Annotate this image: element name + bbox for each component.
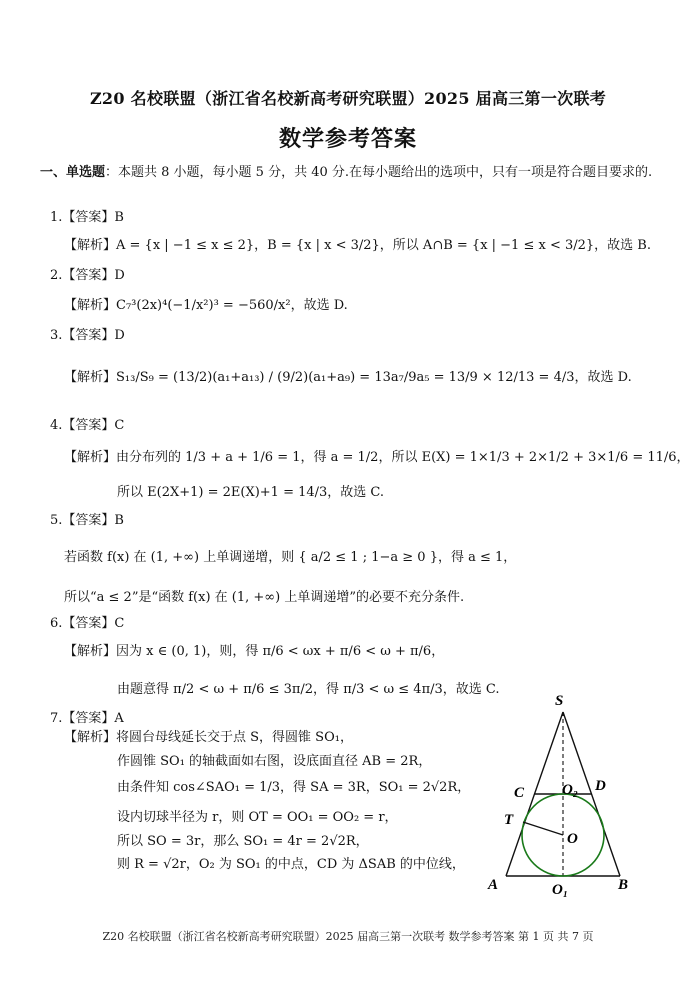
label-D: D bbox=[595, 778, 606, 794]
q1-exp-prefix: 【解析】 bbox=[64, 238, 117, 253]
label-A: A bbox=[488, 877, 499, 893]
q7-line6: 则 R = √2r，O₂ 为 SO₁ 的中点，CD 为 ΔSAB 的中位线， bbox=[117, 857, 465, 872]
q1-explanation bbox=[64, 234, 651, 253]
q7-line1: 将圆台母线延长交于点 S，得圆锥 SO₁， bbox=[116, 730, 353, 745]
q6-explanation bbox=[64, 640, 444, 659]
q1-exp-text: A = {x | −1 ≤ x ≤ 2}，B = {x | x < 3/2}，所以 A∩B = {x | −1 ≤ x < 3/2}，故选 B. bbox=[116, 238, 651, 253]
q4-explanation-line2: 所以 E(2X+1) = 2E(X)+1 = 14/3，故选 C. bbox=[117, 485, 385, 500]
q6-exp-prefix: 【解析】 bbox=[64, 644, 117, 659]
q7-line3: 由条件知 cos∠SAO₁ = 1/3，得 SA = 3R，SO₁ = 2√2R， bbox=[117, 780, 471, 795]
q6-exp-text: 因为 x ∈ (0, 1)，则，得 π/6 < ωx + π/6 < ω + π/6， bbox=[116, 644, 445, 659]
q3-explanation bbox=[64, 366, 632, 385]
cone-cross-section-figure bbox=[478, 690, 648, 900]
q7-answer: 7.【答案】A bbox=[50, 711, 124, 726]
section-heading bbox=[40, 162, 660, 183]
label-O2: O₂ bbox=[562, 782, 579, 798]
page-footer: Z20 名校联盟（浙江省名校新高考研究联盟）2025 届高三第一次联考 数学参考答案 第 1 页 共 7 页 bbox=[102, 930, 594, 943]
q5-line1: 若函数 f(x) 在 (1, +∞) 上单调递增，则 { a/2 ≤ 1 ; 1−a ≥ 0 }，得 a ≤ 1， bbox=[64, 550, 517, 565]
q7-line5: 所以 SO = 3r，那么 SO₁ = 4r = 2√2R， bbox=[117, 834, 369, 849]
q4-exp-text: 由分布列的 1/3 + a + 1/6 = 1，得 a = 1/2，所以 E(X) = 1×1/3 + 2×1/2 + 3×1/6 = 11/6， bbox=[116, 450, 690, 465]
q4-explanation bbox=[64, 446, 690, 465]
label-S: S bbox=[555, 693, 564, 709]
q3-exp-text: S₁₃/S₉ = (13/2)(a₁+a₁₃) / (9/2)(a₁+a₉) = 13a₇/9a₅ = 13/9 × 12/13 = 4/3，故选 D. bbox=[116, 370, 632, 385]
section-label: 一、单选题 bbox=[40, 165, 106, 180]
line-OT bbox=[523, 822, 563, 835]
q7-exp-prefix: 【解析】 bbox=[64, 730, 117, 745]
q2-answer: 2.【答案】D bbox=[50, 268, 125, 283]
label-T: T bbox=[504, 812, 514, 828]
label-O1: O₁ bbox=[552, 882, 569, 898]
q2-exp-text: C₇³(2x)⁴(−1/x²)³ = −560/x²，故选 D. bbox=[116, 298, 348, 313]
q4-answer: 4.【答案】C bbox=[50, 418, 125, 433]
q7-line2: 作圆锥 SO₁ 的轴截面如右图，设底面直径 AB = 2R， bbox=[117, 754, 432, 769]
q2-exp-prefix: 【解析】 bbox=[64, 298, 117, 313]
q4-exp-prefix: 【解析】 bbox=[64, 450, 117, 465]
q6-explanation-line2: 由题意得 π/2 < ω + π/6 ≤ 3π/2，得 π/3 < ω ≤ 4π/3，故选 C. bbox=[117, 682, 500, 697]
q6-answer: 6.【答案】C bbox=[50, 616, 125, 631]
q5-answer: 5.【答案】B bbox=[50, 513, 124, 528]
document-subtitle: 数学参考答案 bbox=[278, 126, 417, 152]
q3-exp-prefix: 【解析】 bbox=[64, 370, 117, 385]
q5-line2: 所以“a ≤ 2”是“函数 f(x) 在 (1, +∞) 上单调递增”的必要不充分条件. bbox=[64, 590, 465, 605]
section-description: ：本题共 8 小题，每小题 5 分，共 40 分.在每小题给出的选项中，只有一项是符合题目要求的. bbox=[105, 165, 653, 180]
q7-line4: 设内切球半径为 r，则 OT = OO₁ = OO₂ = r， bbox=[117, 810, 398, 825]
label-C: C bbox=[514, 785, 525, 801]
label-O: O bbox=[567, 831, 578, 847]
q3-answer: 3.【答案】D bbox=[50, 328, 125, 343]
q7-explanation bbox=[64, 726, 353, 745]
label-B: B bbox=[618, 877, 629, 893]
q1-answer: 1.【答案】B bbox=[50, 210, 124, 225]
document-title: Z20 名校联盟（浙江省名校新高考研究联盟）2025 届高三第一次联考 bbox=[89, 89, 607, 108]
q2-explanation bbox=[64, 294, 348, 313]
